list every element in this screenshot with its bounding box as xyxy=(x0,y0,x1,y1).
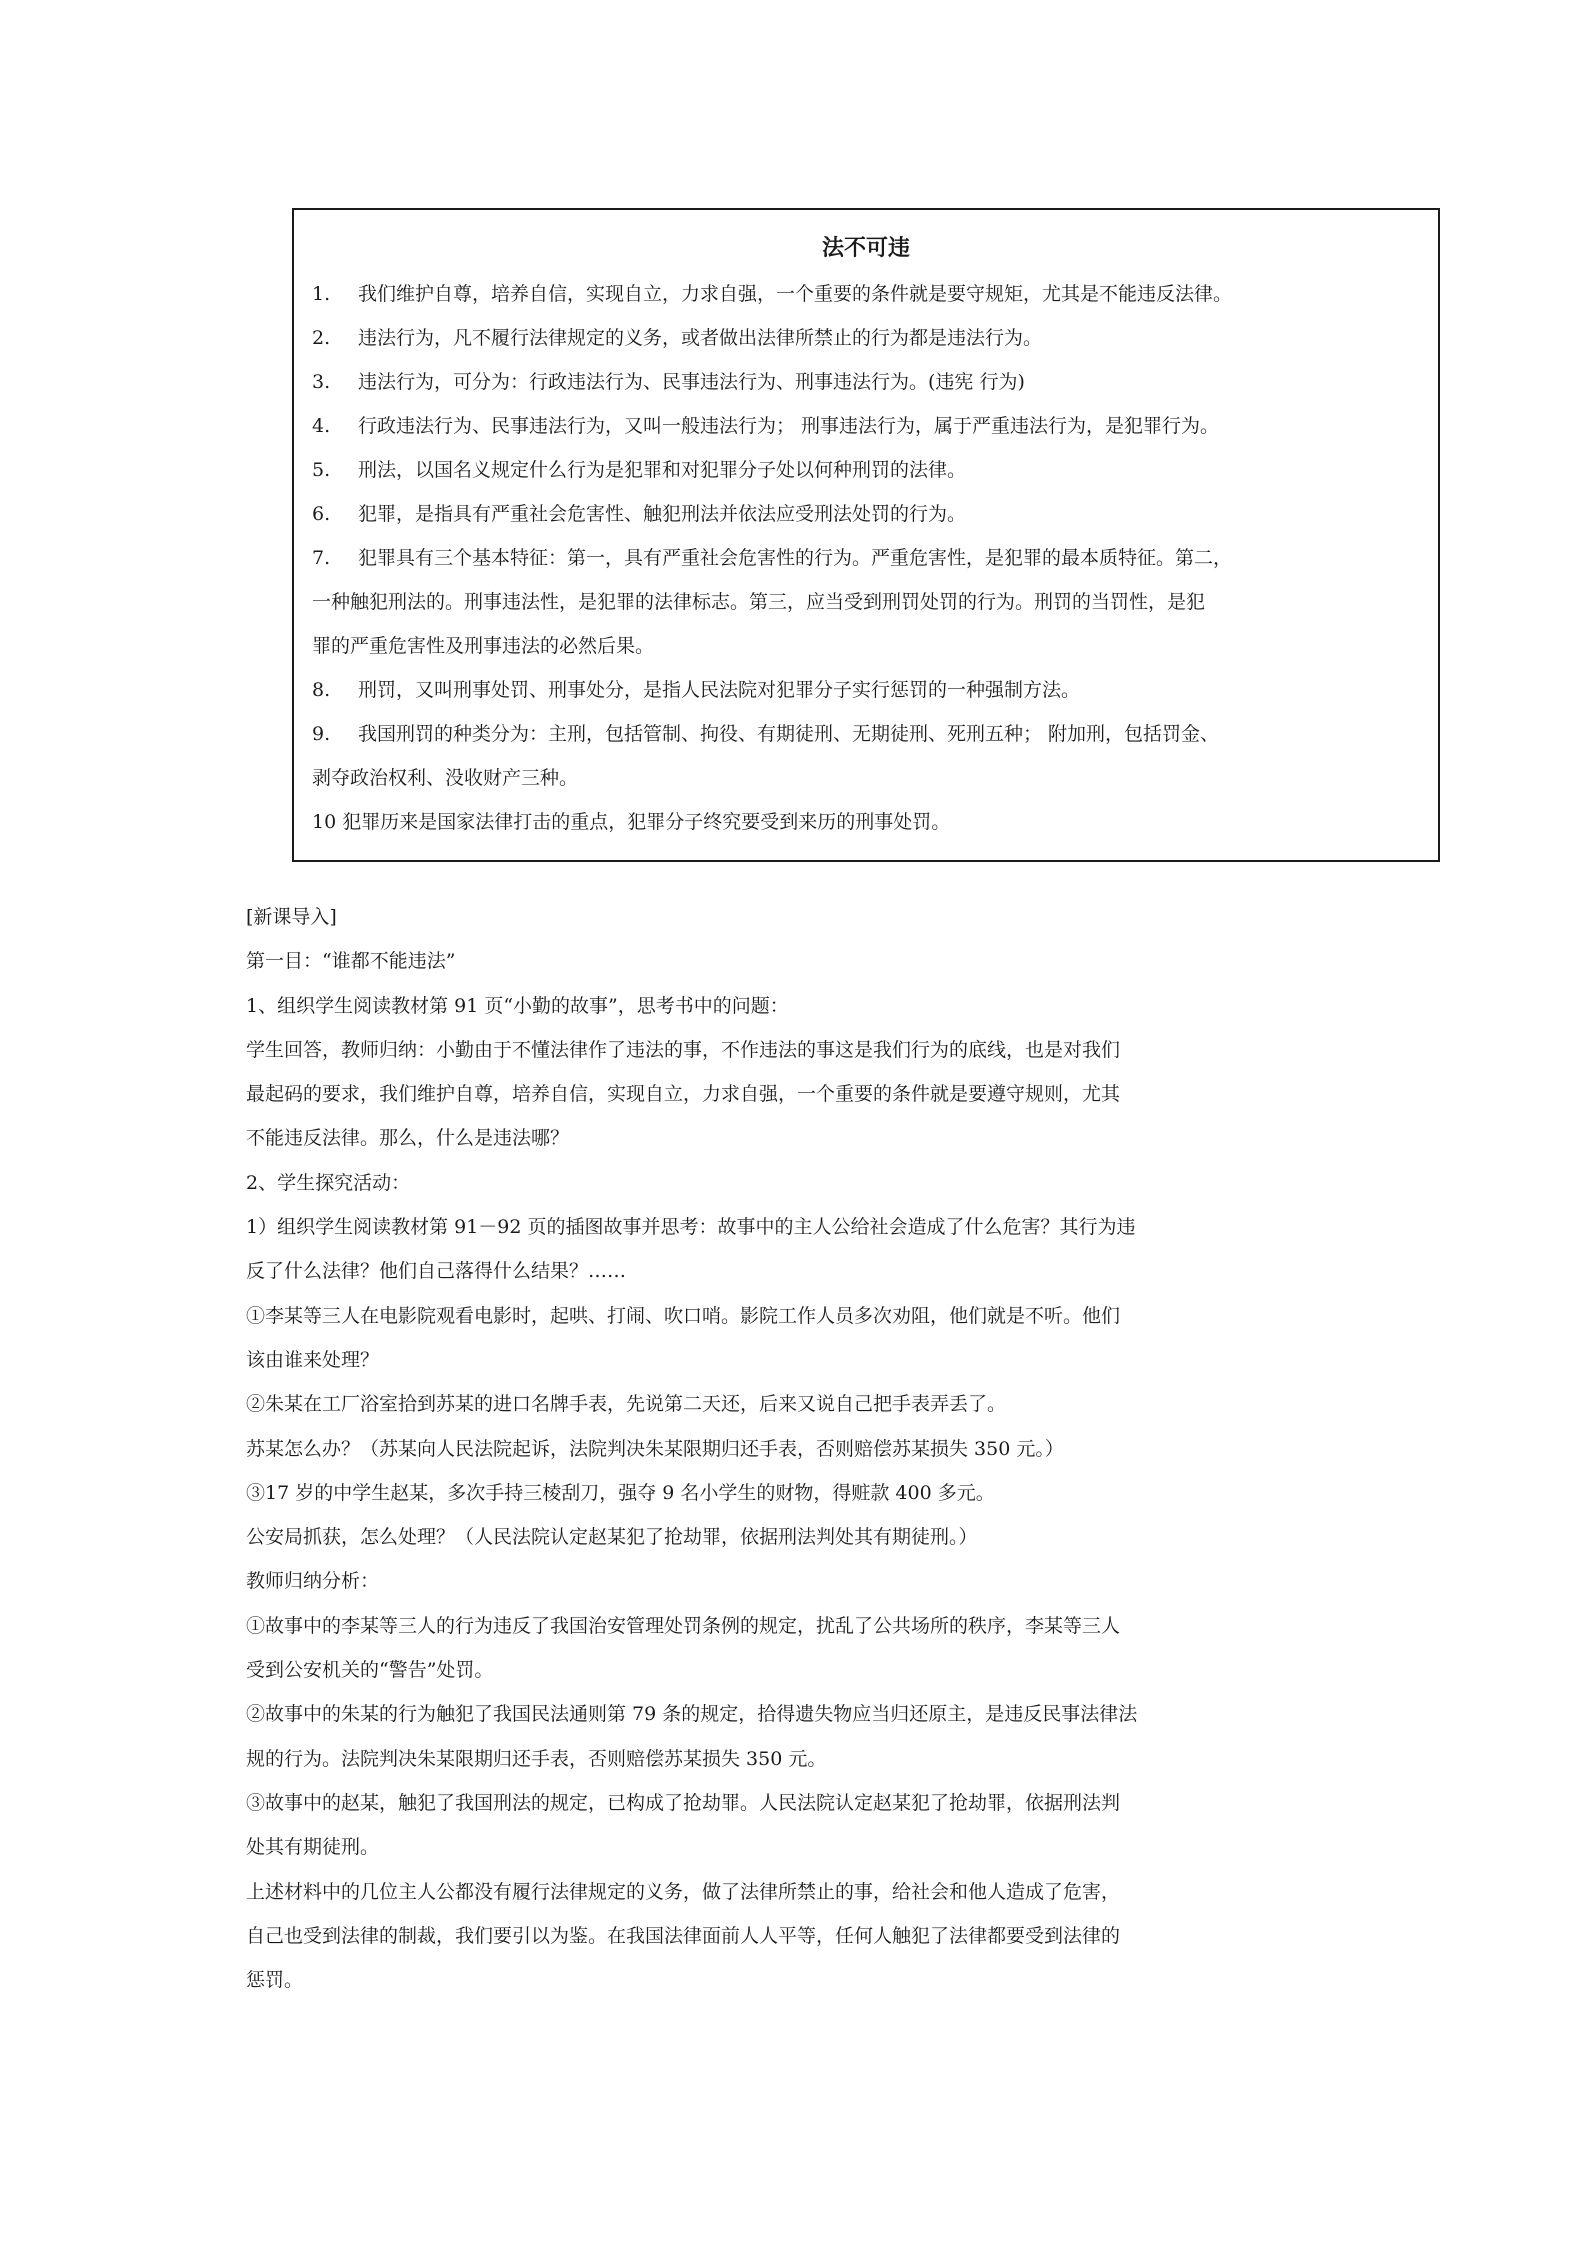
box-item-number: 8. xyxy=(312,679,331,701)
body-line: [新课导入] xyxy=(246,906,337,928)
box-item xyxy=(312,448,1438,492)
body-line: ②故事中的朱某的行为触犯了我国民法通则第 79 条的规定，拾得遗失物应当归还原主，是违反民事法律法 xyxy=(246,1703,1138,1726)
body-line: ①故事中的李某等三人的行为违反了我国治安管理处罚条例的规定，扰乱了公共场所的秩序，李某等三人 xyxy=(246,1614,1121,1637)
box-item xyxy=(312,712,1438,756)
body-line: 1）组织学生阅读教材第 91－92 页的插图故事并思考：故事中的主人公给社会造成了什么危害？其行为违 xyxy=(246,1216,1136,1239)
box-item-number: 3. xyxy=(312,371,331,393)
box-item-number: 6. xyxy=(312,503,331,525)
body-line: 最起码的要求，我们维护自尊，培养自信，实现自立，力求自强，一个重要的条件就是要遵守规则，尤其 xyxy=(246,1083,1121,1106)
box-item-number: 2. xyxy=(312,327,331,349)
box-item xyxy=(312,272,1438,316)
box-item-number: 1. xyxy=(312,283,331,305)
body-line: 2、学生探究活动： xyxy=(246,1171,411,1194)
body-line: ③17 岁的中学生赵某，多次手持三棱刮刀，强夺 9 名小学生的财物，得赃款 400 多元。 xyxy=(246,1481,995,1504)
body-line: ③故事中的赵某，触犯了我国刑法的规定，已构成了抢劫罪。人民法院认定赵某犯了抢劫罪，依据刑法判 xyxy=(246,1791,1121,1814)
body-line: 上述材料中的几位主人公都没有履行法律规定的义务，做了法律所禁止的事，给社会和他人造成了危害， xyxy=(246,1880,1121,1903)
box-item-text: 刑法，以国名义规定什么行为是犯罪和对犯罪分子处以何种刑罚的法律。 xyxy=(358,459,967,481)
box-item-text: 我国刑罚的种类分为：主刑，包括管制、拘役、有期徒刑、无期徒刑、死刑五种； 附加刑，包括罚金、 xyxy=(358,723,1220,745)
box-item-text: 犯罪，是指具有严重社会危害性、触犯刑法并依法应受刑法处罚的行为。 xyxy=(358,503,967,525)
box-item xyxy=(312,800,1438,844)
body-line: ②朱某在工厂浴室拾到苏某的进口名牌手表，先说第二天还，后来又说自己把手表弄丢了。 xyxy=(246,1393,1007,1416)
box-item-text: 刑罚，又叫刑事处罚、刑事处分，是指人民法院对犯罪分子实行惩罚的一种强制方法。 xyxy=(358,679,1081,701)
box-item xyxy=(312,404,1438,448)
box-item-text: 一种触犯刑法的。刑事违法性，是犯罪的法律标志。第三，应当受到刑罚处罚的行为。刑罚的当罚性，是犯 xyxy=(312,591,1206,613)
body-line: 不能违反法律。那么，什么是违法哪？ xyxy=(246,1127,570,1150)
box-item-number: 4. xyxy=(312,415,331,437)
body-line: ①李某等三人在电影院观看电影时，起哄、打闹、吹口哨。影院工作人员多次劝阻，他们就是不听。他们 xyxy=(246,1304,1121,1327)
box-item-text: 行政违法行为、民事违法行为，又叫一般违法行为； 刑事违法行为，属于严重违法行为，是犯罪行为。 xyxy=(358,415,1220,437)
box-item-number: 5. xyxy=(312,459,331,481)
box-item-text: 罪的严重危害性及刑事违法的必然后果。 xyxy=(312,635,655,657)
body-line: 规的行为。法院判决朱某限期归还手表，否则赔偿苏某损失 350 元。 xyxy=(246,1747,827,1770)
box-item xyxy=(312,580,1438,624)
lesson-body xyxy=(246,895,1366,2002)
box-item xyxy=(312,756,1438,800)
box-item-text: 剥夺政治权利、没收财产三种。 xyxy=(312,767,579,789)
body-line: 反了什么法律？他们自己落得什么结果？…… xyxy=(246,1260,627,1283)
box-item-text: 10 犯罪历来是国家法律打击的重点，犯罪分子终究要受到来历的刑事处罚。 xyxy=(312,811,951,833)
body-line: 自己也受到法律的制裁，我们要引以为鉴。在我国法律面前人人平等，任何人触犯了法律都要受到法律的 xyxy=(246,1924,1121,1947)
box-item xyxy=(312,668,1438,712)
box-item xyxy=(312,624,1438,668)
box-item-number: 7. xyxy=(312,547,331,569)
body-line: 1、组织学生阅读教材第 91 页“小勤的故事”，思考书中的问题： xyxy=(246,994,789,1017)
box-item-text: 违法行为，凡不履行法律规定的义务，或者做出法律所禁止的行为都是违法行为。 xyxy=(358,327,1043,349)
body-line: 学生回答，教师归纳：小勤由于不懂法律作了违法的事，不作违法的事这是我们行为的底线，也是对我们 xyxy=(246,1038,1121,1061)
body-line: 教师归纳分析： xyxy=(246,1570,380,1593)
body-line: 受到公安机关的“警告”处罚。 xyxy=(246,1659,494,1682)
body-line: 公安局抓获，怎么处理？（人民法院认定赵某犯了抢劫罪，依据刑法判处其有期徒刑。） xyxy=(246,1526,978,1549)
body-line: 该由谁来处理？ xyxy=(246,1348,380,1371)
box-item-number: 9. xyxy=(312,723,331,745)
box-title: 法不可违 xyxy=(821,236,910,261)
box-item xyxy=(312,536,1438,580)
body-line: 惩罚。 xyxy=(246,1969,304,1992)
box-item-text: 违法行为，可分为：行政违法行为、民事违法行为、刑事违法行为。(违宪 行为) xyxy=(358,371,1025,393)
box-item xyxy=(312,360,1438,404)
body-line: 第一目：“谁都不能违法” xyxy=(246,950,456,973)
box-items xyxy=(312,272,1438,844)
box-item-text: 我们维护自尊，培养自信，实现自立，力求自强，一个重要的条件就是要守规矩，尤其是不能违反法律。 xyxy=(358,283,1233,305)
box-item-text: 犯罪具有三个基本特征：第一，具有严重社会危害性的行为。严重危害性，是犯罪的最本质特征。第二， xyxy=(358,547,1233,569)
body-line: 苏某怎么办？（苏某向人民法院起诉，法院判决朱某限期归还手表，否则赔偿苏某损失 350 元。） xyxy=(246,1437,1064,1460)
summary-box xyxy=(292,208,1440,862)
body-line: 处其有期徒刑。 xyxy=(246,1836,380,1859)
box-item xyxy=(312,492,1438,536)
box-item xyxy=(312,316,1438,360)
